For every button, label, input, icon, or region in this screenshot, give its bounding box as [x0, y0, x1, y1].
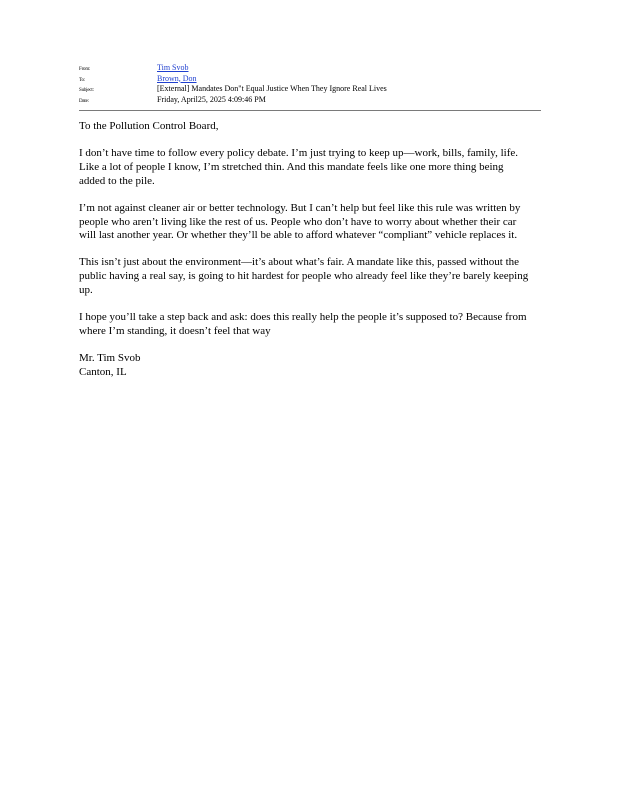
to-link[interactable]: Brown, Don — [157, 73, 197, 83]
email-header — [79, 63, 541, 105]
header-divider — [79, 110, 541, 111]
signature — [79, 352, 529, 379]
from-row — [79, 63, 541, 74]
signature-location: Canton, IL — [79, 365, 127, 378]
greeting: To the Pollution Control Board, — [79, 120, 219, 132]
body-paragraph: I don’t have time to follow every policy debate. I’m just trying to keep up—work, bills, family, life. Like a lot of people I know, I’m stretched thin. And this mandate feels like one more thing being added to the pile. — [79, 147, 518, 187]
subject-row — [79, 84, 541, 95]
body-paragraph: I hope you’ll take a step back and ask: does this really help the people it’s supposed to? Because from where I’m standing, it doesn’t feel that way — [79, 311, 527, 337]
to-row — [79, 74, 541, 85]
email-body — [79, 120, 529, 379]
date-text: Friday, April25, 2025 4:09:46 PM — [157, 94, 266, 104]
date-label: Date: — [79, 98, 89, 104]
subject-label: Subject: — [79, 88, 94, 93]
from-label: From: — [79, 67, 91, 72]
to-label: To: — [79, 77, 85, 83]
from-link[interactable]: Tim Svob — [157, 63, 189, 72]
body-paragraph: I’m not against cleaner air or better technology. But I can’t help but feel like this rule was written by people who aren’t living like the rest of us. People who don’t have to worry about whether their car will last another year. Or whether they’ll be able to afford whatever “compliant” vehicle replaces it. — [79, 201, 521, 242]
date-row — [79, 95, 541, 106]
signature-name: Mr. Tim Svob — [79, 351, 141, 364]
subject-text: [External] Mandates Don"t Equal Justice When They Ignore Real Lives — [157, 84, 387, 93]
body-paragraph: This isn’t just about the environment—it’s about what’s fair. A mandate like this, passed without the public having a real say, is going to hit hardest for people who already feel like they’re barely keeping up. — [79, 256, 529, 296]
